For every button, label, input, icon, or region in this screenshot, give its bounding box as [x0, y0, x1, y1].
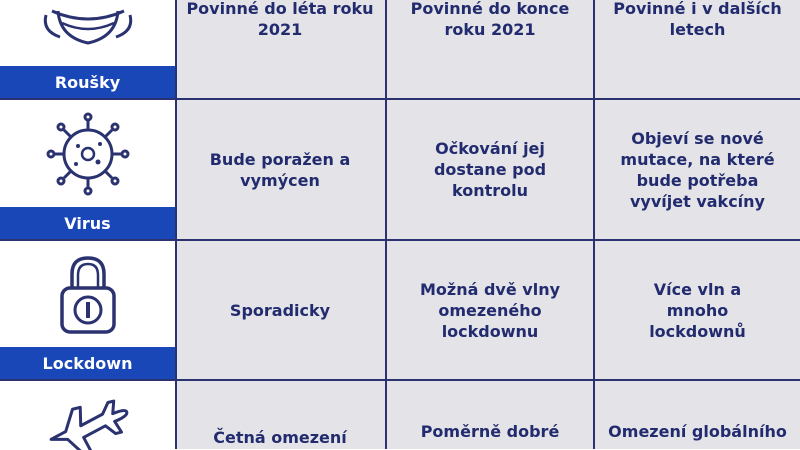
- cell-text: Objeví se nové mutace, na které bude potřeba vyvíjet vakcíny: [620, 128, 775, 211]
- cell-lockdown-3: [595, 241, 800, 379]
- cell-virus-1: [175, 100, 385, 239]
- cell-text: Omezení globálního: [608, 422, 787, 441]
- cell-rousky-3: [595, 0, 800, 98]
- cell-text: Povinné i v dalších letech: [613, 0, 782, 39]
- row-virus: [0, 100, 800, 239]
- cell-text: Poměrně dobré: [420, 422, 560, 441]
- airplane-icon: [0, 381, 175, 449]
- rousky-header-cell: [0, 0, 175, 98]
- virus-header-cell: [0, 100, 175, 239]
- cell-text: Četná omezení: [213, 428, 347, 447]
- cell-text: Očkování jej dostane pod kontrolu: [433, 139, 547, 200]
- cell-text: Povinné do konce roku 2021: [410, 0, 570, 39]
- column-separator: [593, 0, 595, 449]
- travel-header-cell: [0, 381, 175, 449]
- label-rousky: Roušky: [0, 66, 175, 98]
- label-virus: Virus: [0, 207, 175, 239]
- cell-text: Možná dvě vlny omezeného lockdownu: [419, 279, 561, 341]
- virus-icon: [0, 100, 175, 207]
- cell-rousky-1: [175, 0, 385, 98]
- cell-travel-1: [175, 381, 385, 449]
- cell-travel-3: [595, 381, 800, 449]
- cell-virus-2: [387, 100, 593, 239]
- padlock-icon: [0, 241, 175, 347]
- cell-lockdown-1: [175, 241, 385, 379]
- label-lockdown: Lockdown: [0, 347, 175, 379]
- row-travel: [0, 381, 800, 449]
- cell-rousky-2: [387, 0, 593, 98]
- lockdown-header-cell: [0, 241, 175, 379]
- column-separator: [385, 0, 387, 449]
- cell-lockdown-2: [387, 241, 593, 379]
- column-separator: [175, 0, 177, 449]
- row-lockdown: [0, 241, 800, 379]
- cell-travel-2: [387, 381, 593, 449]
- cell-text: Povinné do léta roku 2021: [186, 0, 374, 39]
- row-rousky: [0, 0, 800, 98]
- cell-text: Sporadicky: [229, 300, 331, 320]
- cell-virus-3: [595, 100, 800, 239]
- cell-text: Bude poražen a vymýcen: [209, 149, 351, 190]
- cell-text: Více vln a mnoho lockdownů: [649, 279, 746, 341]
- face-mask-icon: [0, 0, 175, 66]
